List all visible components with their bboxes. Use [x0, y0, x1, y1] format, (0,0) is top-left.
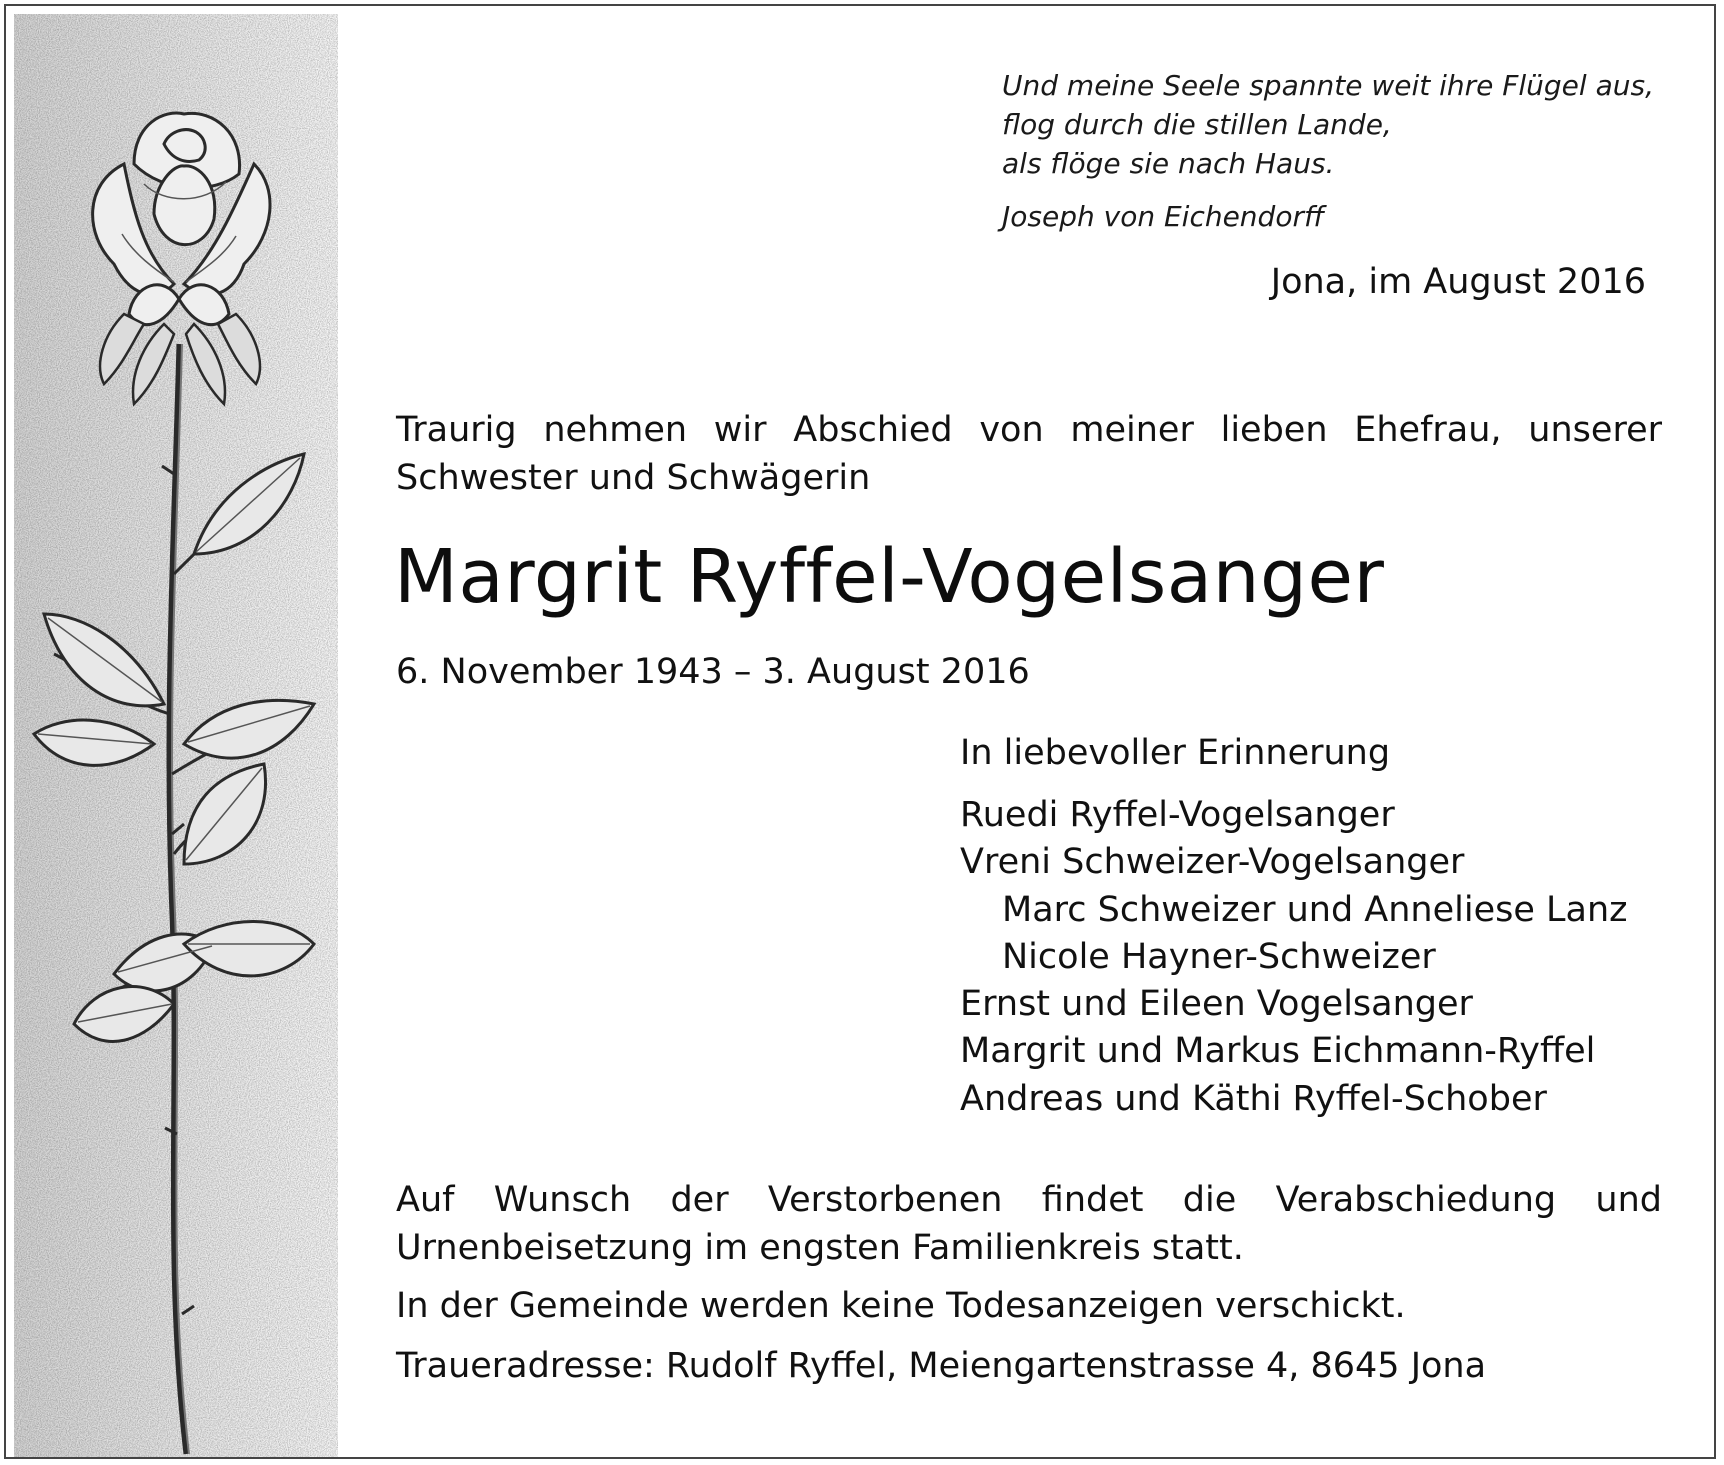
- memory-heading: In liebevoller Erinnerung: [960, 733, 1391, 773]
- no-letters-notice: In der Gemeinde werden keine Todesanzeigen verschickt.: [396, 1286, 1406, 1326]
- deceased-name: Margrit Ryffel-Vogelsanger: [394, 534, 1385, 620]
- mourning-address: Traueradresse: Rudolf Ryffel, Meiengartenstrasse 4, 8645 Jona: [396, 1346, 1487, 1386]
- mourner-entry: Marc Schweizer und Anneliese Lanz: [1002, 889, 1628, 930]
- quote-line: Und meine Seele spannte weit ihre Flügel aus,: [1002, 69, 1654, 102]
- intro-text: Traurig nehmen wir Abschied von meiner lieben Ehefrau, unserer Schwester und Schwägerin: [396, 410, 1662, 498]
- quote-block: [1002, 66, 1682, 236]
- mourners-list: [960, 792, 1628, 1123]
- mourner-entry: Andreas und Käthi Ryffel-Schober: [960, 1078, 1547, 1119]
- ceremony-notice: Auf Wunsch der Verstorbenen findet die Verabschiedung und Urnenbeisetzung im engsten Familienkreis statt.: [396, 1180, 1662, 1268]
- mourner-entry: Vreni Schweizer-Vogelsanger: [960, 842, 1465, 883]
- quote-author: Joseph von Eichendorff: [1002, 200, 1325, 233]
- quote-line: als flöge sie nach Haus.: [1002, 147, 1335, 180]
- place-date: Jona, im August 2016: [1270, 262, 1646, 302]
- mourner-entry: Nicole Hayner-Schweizer: [1002, 936, 1436, 977]
- life-dates: 6. November 1943 – 3. August 2016: [396, 652, 1030, 692]
- mourner-entry: Ernst und Eileen Vogelsanger: [960, 984, 1473, 1025]
- quote-line: flog durch die stillen Lande,: [1002, 108, 1392, 141]
- rose-illustration: [14, 14, 338, 1459]
- obituary-card: [4, 4, 1716, 1459]
- mourner-entry: Margrit und Markus Eichmann-Ryffel: [960, 1031, 1596, 1072]
- mourner-entry: Ruedi Ryffel-Vogelsanger: [960, 795, 1395, 835]
